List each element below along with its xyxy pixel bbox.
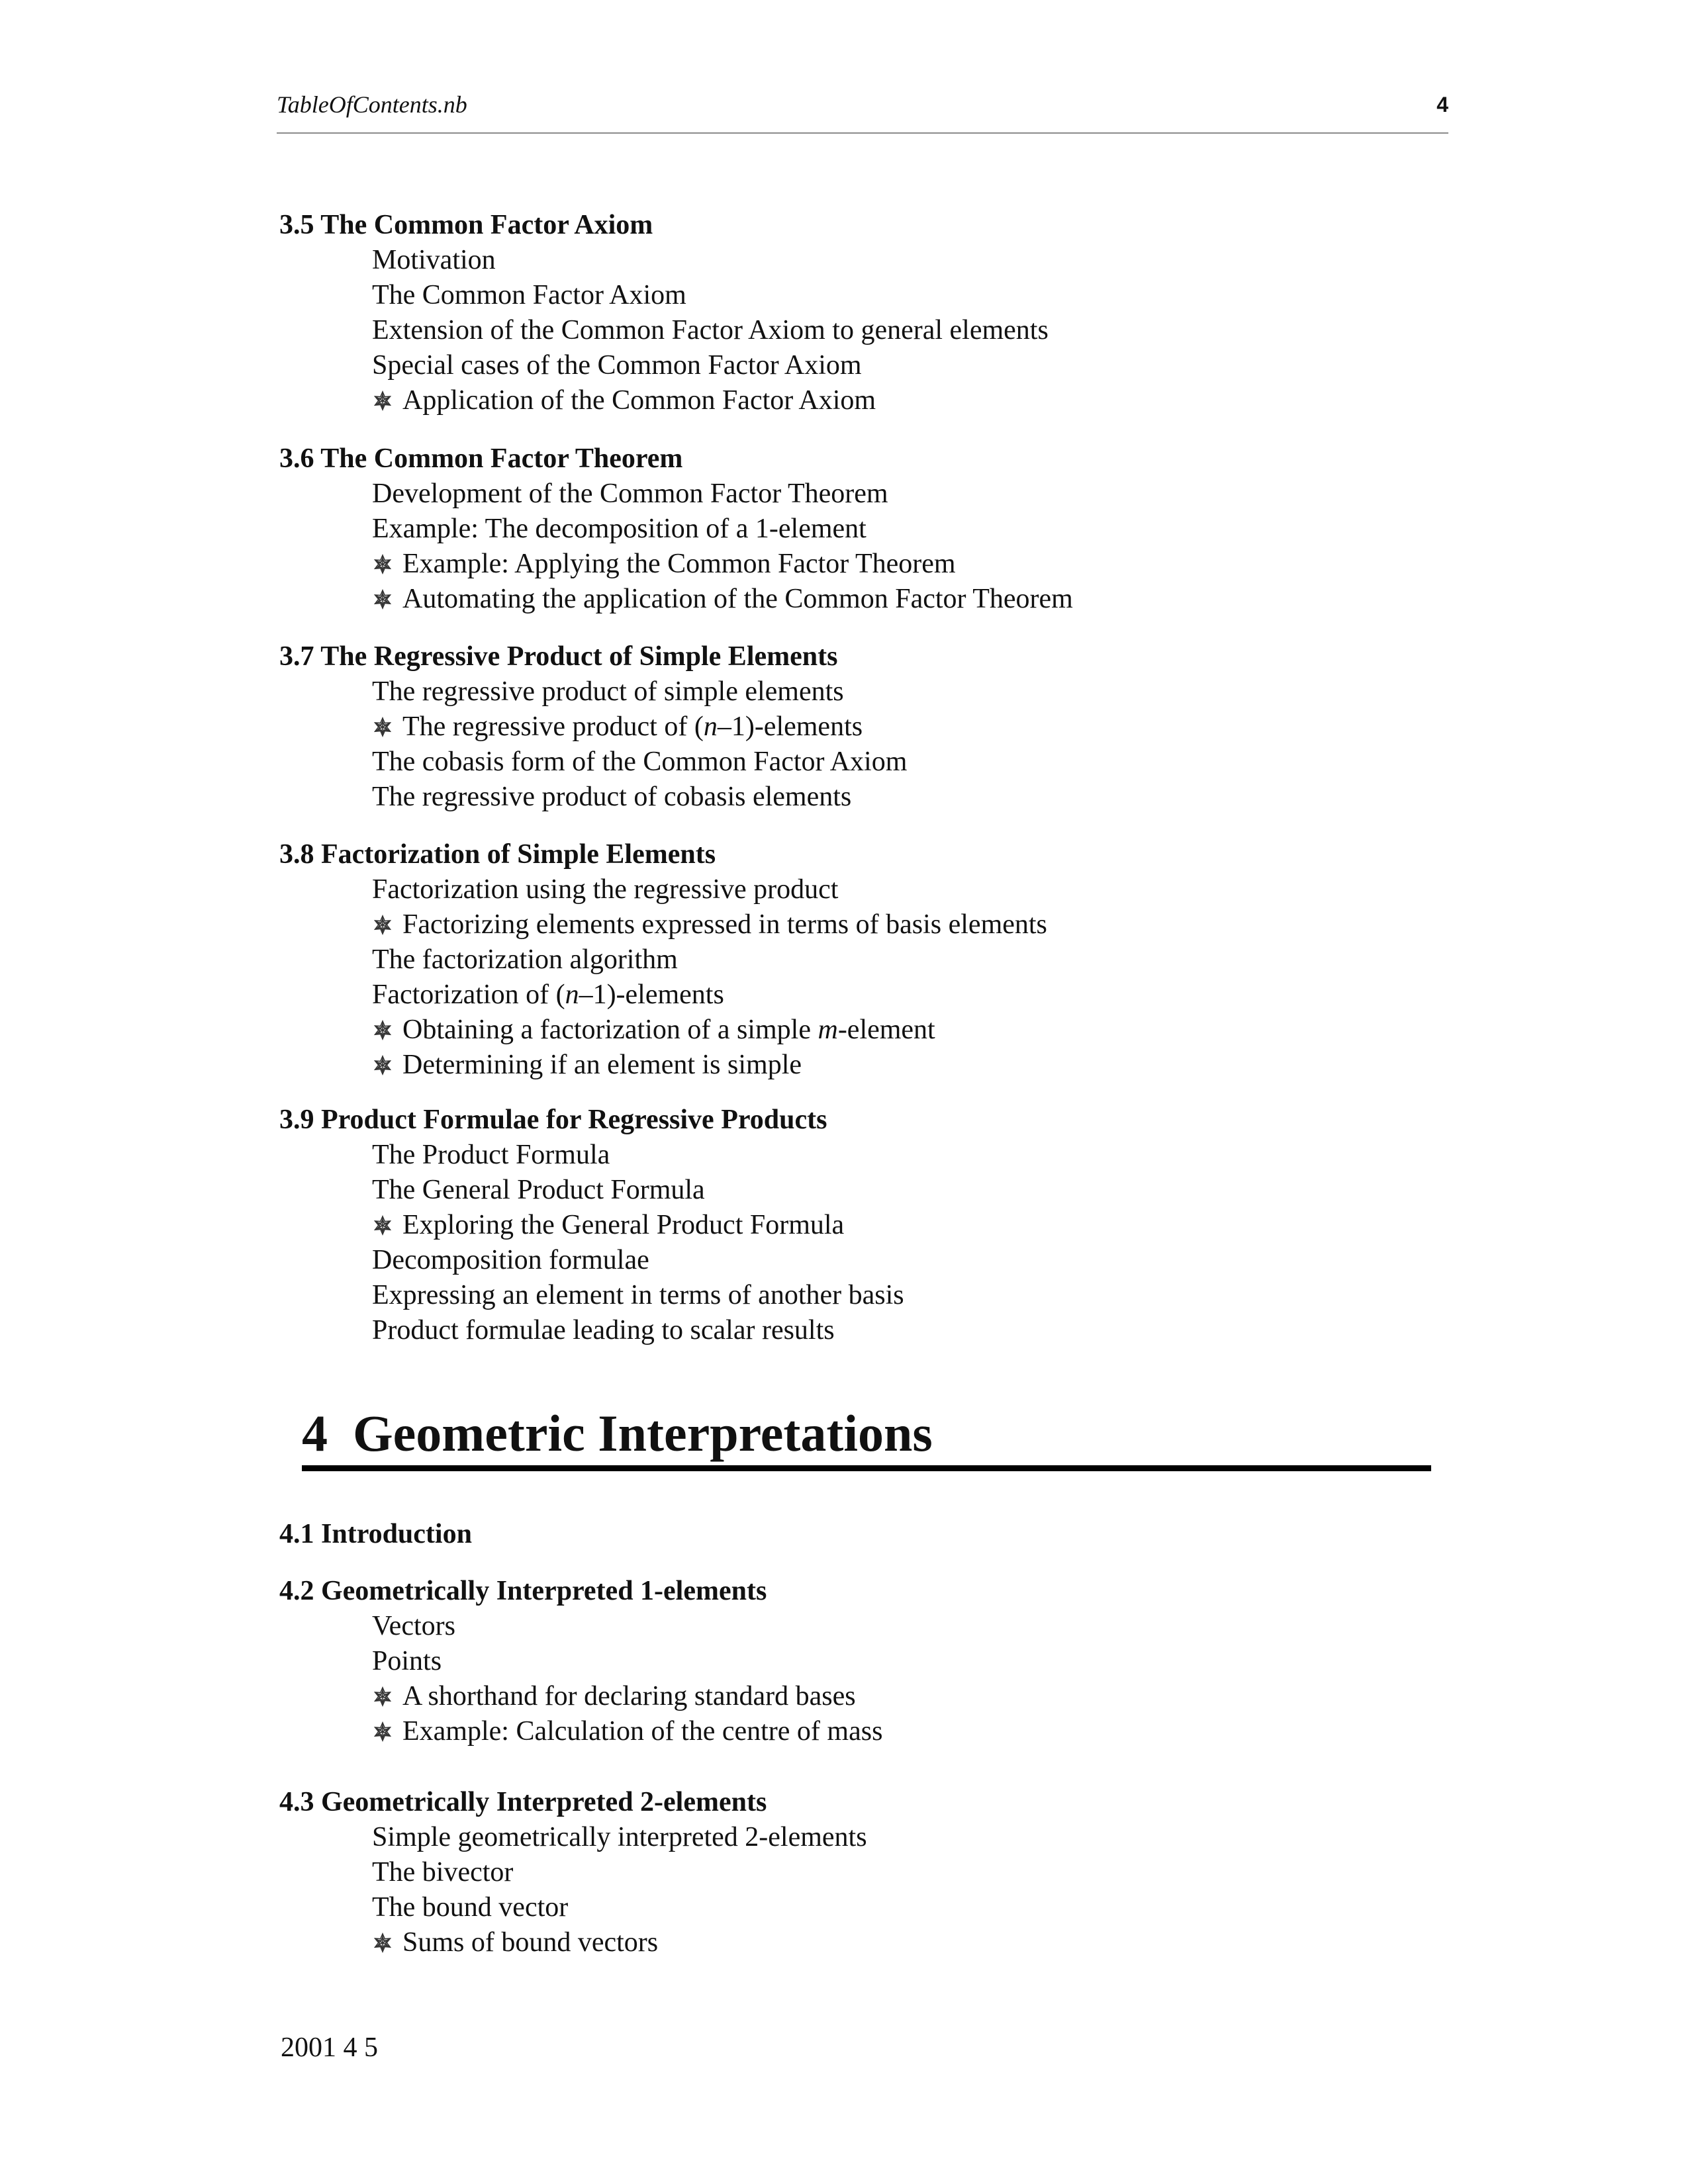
- item-math-symbol: n: [703, 711, 718, 742]
- toc-section: [279, 208, 1444, 418]
- toc-item[interactable]: [372, 383, 1444, 418]
- toc-item[interactable]: [372, 1313, 1444, 1348]
- mathematica-star-icon: [372, 1020, 393, 1041]
- footer-date: 2001 4 5: [281, 2032, 378, 2063]
- item-text-suffix: -element: [837, 1015, 935, 1045]
- item-math-symbol: n: [565, 979, 579, 1010]
- section-title[interactable]: 3.6 The Common Factor Theorem: [279, 443, 683, 474]
- item-text: Motivation: [372, 245, 496, 275]
- toc-section: [279, 1574, 1444, 1749]
- item-text: Special cases of the Common Factor Axiom: [372, 350, 862, 381]
- item-text: Example: Applying the Common Factor Theorem: [402, 549, 956, 579]
- item-text: Exploring the General Product Formula: [402, 1210, 845, 1240]
- mathematica-star-icon: [372, 1721, 393, 1743]
- toc-item[interactable]: [372, 477, 1444, 512]
- toc-item[interactable]: [372, 709, 1444, 745]
- toc-item[interactable]: [372, 547, 1444, 582]
- item-text: Application of the Common Factor Axiom: [402, 385, 876, 416]
- toc-section: [279, 1103, 1444, 1348]
- item-text: Example: The decomposition of a 1-element: [372, 514, 867, 544]
- item-text: The factorization algorithm: [372, 944, 678, 975]
- section-title[interactable]: 4.2 Geometrically Interpreted 1-elements: [279, 1576, 767, 1606]
- toc-item[interactable]: [372, 1138, 1444, 1173]
- toc-item[interactable]: [372, 1278, 1444, 1313]
- page-number: 4: [1436, 93, 1448, 116]
- section-title[interactable]: 3.8 Factorization of Simple Elements: [279, 839, 716, 870]
- toc-item[interactable]: [372, 512, 1444, 547]
- toc-item[interactable]: [372, 1820, 1444, 1855]
- notebook-file-name: TableOfContents.nb: [277, 91, 467, 118]
- item-text-suffix: –1)-elements: [717, 711, 863, 742]
- mathematica-star-icon: [372, 717, 393, 738]
- item-text: Development of the Common Factor Theorem: [372, 478, 888, 509]
- item-text: Factorization using the regressive product: [372, 874, 839, 905]
- toc-item[interactable]: [372, 313, 1444, 348]
- section-items: [279, 477, 1444, 617]
- mathematica-star-icon: [372, 390, 393, 412]
- section-items: [279, 674, 1444, 815]
- item-text: The regressive product of (: [402, 711, 704, 742]
- section-title[interactable]: 3.5 The Common Factor Axiom: [279, 210, 653, 240]
- item-text: Automating the application of the Common Factor Theorem: [402, 584, 1073, 614]
- toc-item[interactable]: [372, 674, 1444, 709]
- section-title[interactable]: 4.3 Geometrically Interpreted 2-elements: [279, 1787, 767, 1817]
- section-items: [279, 1820, 1444, 1960]
- mathematica-star-icon: [372, 1055, 393, 1076]
- item-text: Factorizing elements expressed in terms of basis elements: [402, 909, 1047, 940]
- toc-item[interactable]: [372, 1644, 1444, 1679]
- item-text: Expressing an element in terms of another basis: [372, 1280, 904, 1310]
- toc-item[interactable]: [372, 1714, 1444, 1749]
- item-text: A shorthand for declaring standard bases: [402, 1681, 856, 1711]
- section-items: [279, 243, 1444, 418]
- mathematica-star-icon: [372, 1933, 393, 1954]
- mathematica-star-icon: [372, 1215, 393, 1236]
- item-text: Factorization of (: [372, 979, 565, 1010]
- item-text: The cobasis form of the Common Factor Axiom: [372, 747, 908, 777]
- item-text-suffix: –1)-elements: [579, 979, 724, 1010]
- item-text: The General Product Formula: [372, 1175, 705, 1205]
- item-text: Vectors: [372, 1611, 455, 1641]
- item-text: The Common Factor Axiom: [372, 280, 686, 310]
- toc-section: [279, 837, 1444, 1083]
- mathematica-star-icon: [372, 1686, 393, 1707]
- section-items: [279, 872, 1444, 1083]
- page-header: [277, 90, 1448, 134]
- mathematica-star-icon: [372, 589, 393, 610]
- toc-item[interactable]: [372, 582, 1444, 617]
- item-text: The bivector: [372, 1857, 514, 1888]
- toc-item[interactable]: [372, 1855, 1444, 1890]
- chapter-number: 4: [302, 1404, 328, 1462]
- section-items: [279, 1138, 1444, 1348]
- toc-item[interactable]: [372, 1208, 1444, 1243]
- mathematica-star-icon: [372, 554, 393, 575]
- item-text: The bound vector: [372, 1892, 569, 1923]
- toc-item[interactable]: [372, 872, 1444, 907]
- toc-item[interactable]: [372, 243, 1444, 278]
- chapter-title: Geometric Interpretations: [353, 1404, 933, 1462]
- toc-item[interactable]: [372, 1609, 1444, 1644]
- toc-item[interactable]: [372, 1679, 1444, 1714]
- chapter-heading: [302, 1402, 1431, 1471]
- toc-item[interactable]: [372, 780, 1444, 815]
- item-text: Extension of the Common Factor Axiom to general elements: [372, 315, 1049, 345]
- item-text: Points: [372, 1646, 442, 1676]
- section-title[interactable]: 4.1 Introduction: [279, 1519, 472, 1549]
- toc-item[interactable]: [372, 1925, 1444, 1960]
- item-text: The regressive product of cobasis elements: [372, 782, 852, 812]
- toc-item[interactable]: [372, 1173, 1444, 1208]
- toc-section: [279, 1517, 1444, 1552]
- toc-section: [279, 639, 1444, 815]
- toc-item[interactable]: [372, 1013, 1444, 1048]
- item-text: Sums of bound vectors: [402, 1927, 659, 1958]
- mathematica-star-icon: [372, 915, 393, 936]
- item-text: The Product Formula: [372, 1140, 610, 1170]
- toc-item[interactable]: [372, 348, 1444, 383]
- toc-item[interactable]: [372, 942, 1444, 978]
- item-text: Product formulae leading to scalar results: [372, 1315, 835, 1345]
- toc-item[interactable]: [372, 1048, 1444, 1083]
- section-title[interactable]: 3.9 Product Formulae for Regressive Products: [279, 1105, 827, 1135]
- item-text: Simple geometrically interpreted 2-elements: [372, 1822, 867, 1852]
- section-title[interactable]: 3.7 The Regressive Product of Simple Elements: [279, 641, 838, 672]
- toc-item[interactable]: [372, 978, 1444, 1013]
- toc-section: [279, 441, 1444, 617]
- toc-item[interactable]: [372, 907, 1444, 942]
- item-text: The regressive product of simple elements: [372, 676, 844, 707]
- item-text: Determining if an element is simple: [402, 1050, 802, 1080]
- item-text: Example: Calculation of the centre of mass: [402, 1716, 883, 1747]
- toc-item[interactable]: [372, 1243, 1444, 1278]
- toc-section: [279, 1785, 1444, 1960]
- toc-item[interactable]: [372, 278, 1444, 313]
- toc-item[interactable]: [372, 1890, 1444, 1925]
- item-math-symbol: m: [818, 1015, 838, 1045]
- section-items: [279, 1609, 1444, 1749]
- item-text: Obtaining a factorization of a simple: [402, 1015, 818, 1045]
- toc-item[interactable]: [372, 745, 1444, 780]
- item-text: Decomposition formulae: [372, 1245, 649, 1275]
